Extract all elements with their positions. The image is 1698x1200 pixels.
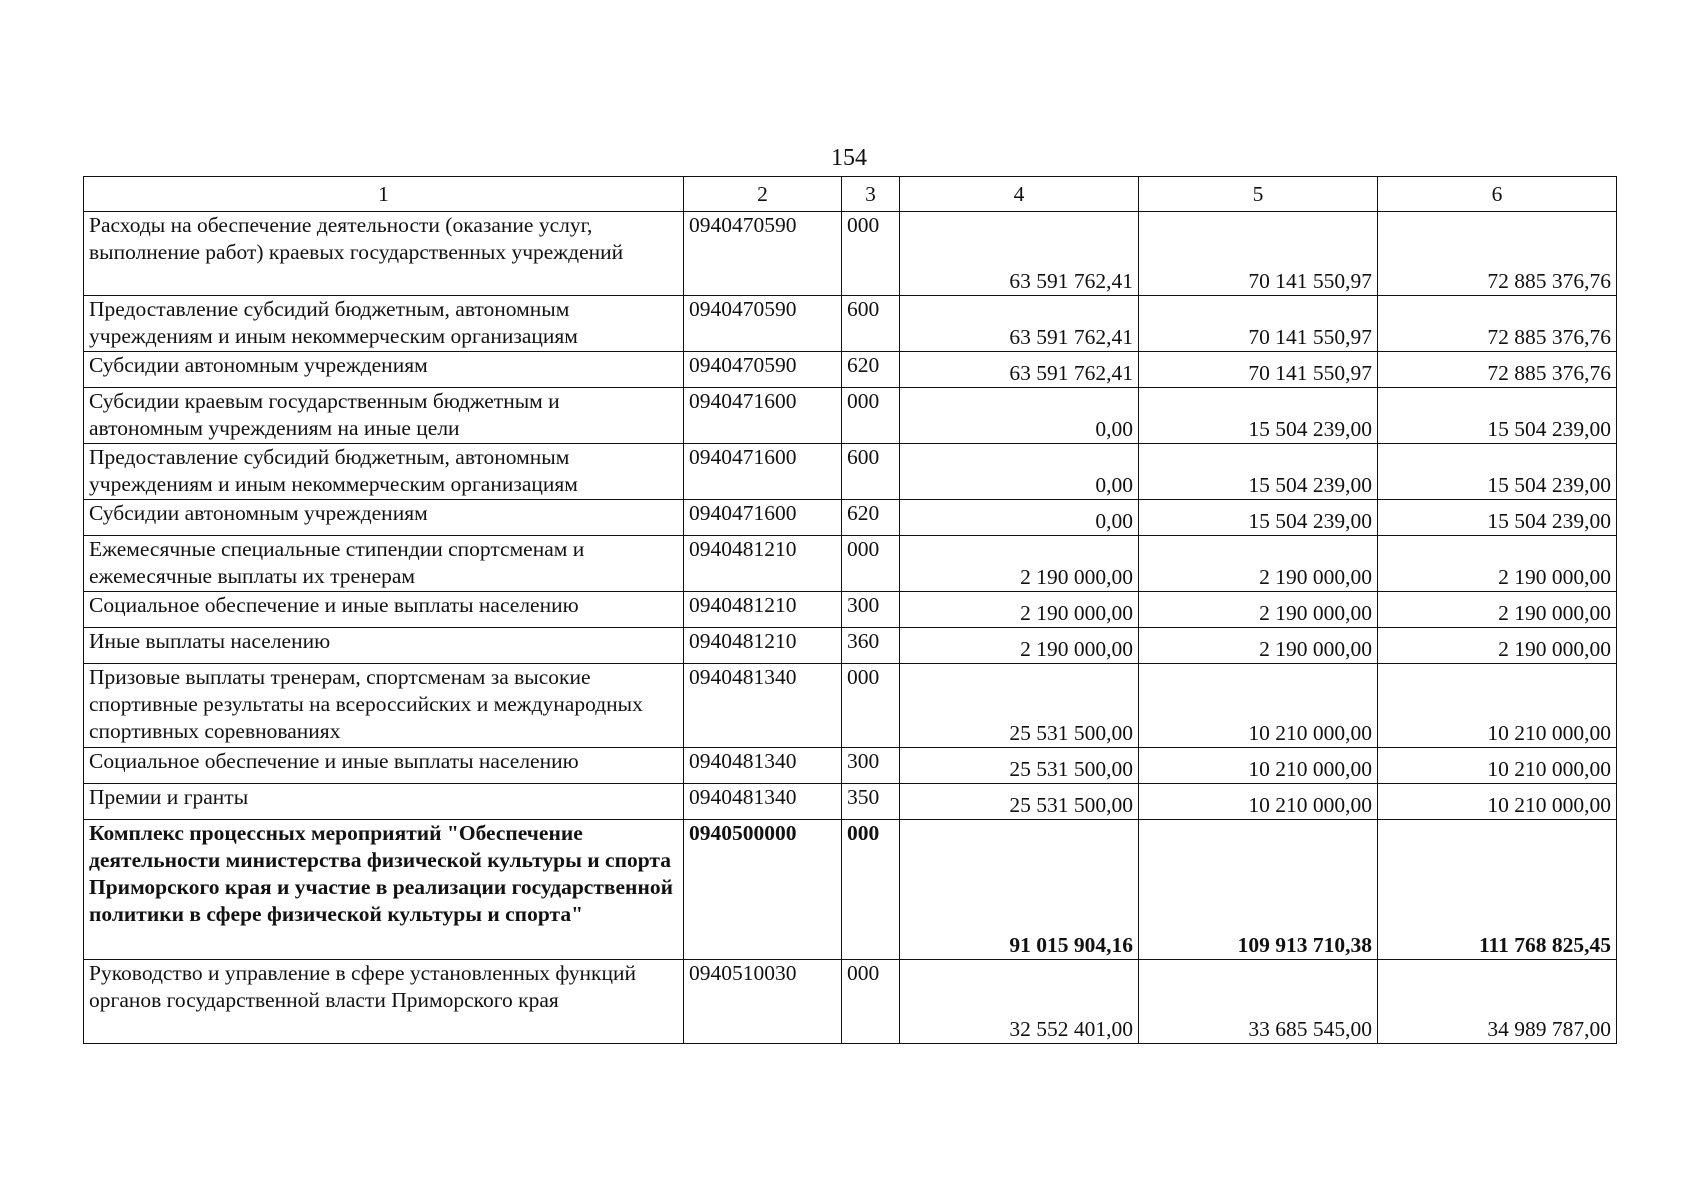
row-name: Социальное обеспечение и иные выплаты населению — [84, 748, 684, 784]
row-kind: 300 — [842, 748, 900, 784]
column-header-5: 5 — [1139, 177, 1378, 212]
row-name: Предоставление субсидий бюджетным, автономным учреждениям и иным некоммерческим организациям — [84, 444, 684, 500]
table-row-section-total — [84, 820, 1617, 960]
row-kind: 350 — [842, 784, 900, 820]
row-value-6: 10 210 000,00 — [1378, 664, 1617, 748]
row-kind: 000 — [842, 820, 900, 960]
row-name: Премии и гранты — [84, 784, 684, 820]
row-value-4: 63 591 762,41 — [900, 212, 1139, 296]
row-value-5: 10 210 000,00 — [1139, 664, 1378, 748]
row-value-4: 0,00 — [900, 444, 1139, 500]
table-row — [84, 628, 1617, 664]
row-code: 0940481210 — [684, 592, 842, 628]
row-code: 0940481340 — [684, 664, 842, 748]
row-value-4: 25 531 500,00 — [900, 664, 1139, 748]
budget-table — [83, 176, 1617, 1044]
row-name: Ежемесячные специальные стипендии спортсменам и ежемесячные выплаты их тренерам — [84, 536, 684, 592]
row-value-6: 72 885 376,76 — [1378, 212, 1617, 296]
table-row — [84, 664, 1617, 748]
row-code: 0940481210 — [684, 628, 842, 664]
row-value-5: 33 685 545,00 — [1139, 960, 1378, 1044]
table-row — [84, 748, 1617, 784]
row-value-6: 72 885 376,76 — [1378, 352, 1617, 388]
table-row — [84, 500, 1617, 536]
table-row — [84, 536, 1617, 592]
row-code: 0940481340 — [684, 784, 842, 820]
row-value-5: 70 141 550,97 — [1139, 352, 1378, 388]
row-value-4: 91 015 904,16 — [900, 820, 1139, 960]
column-header-1: 1 — [84, 177, 684, 212]
row-value-5: 2 190 000,00 — [1139, 536, 1378, 592]
row-value-5: 109 913 710,38 — [1139, 820, 1378, 960]
row-code: 0940510030 — [684, 960, 842, 1044]
column-header-2: 2 — [684, 177, 842, 212]
row-value-6: 10 210 000,00 — [1378, 748, 1617, 784]
row-kind: 600 — [842, 296, 900, 352]
row-code: 0940500000 — [684, 820, 842, 960]
row-code: 0940471600 — [684, 500, 842, 536]
row-value-4: 0,00 — [900, 388, 1139, 444]
row-kind: 000 — [842, 388, 900, 444]
row-kind: 360 — [842, 628, 900, 664]
table-row — [84, 352, 1617, 388]
row-value-4: 2 190 000,00 — [900, 592, 1139, 628]
column-header-3: 3 — [842, 177, 900, 212]
row-value-6: 34 989 787,00 — [1378, 960, 1617, 1044]
row-value-6: 111 768 825,45 — [1378, 820, 1617, 960]
row-code: 0940481210 — [684, 536, 842, 592]
row-value-5: 70 141 550,97 — [1139, 296, 1378, 352]
table-row — [84, 296, 1617, 352]
row-value-5: 15 504 239,00 — [1139, 444, 1378, 500]
table-row — [84, 212, 1617, 296]
page-number: 154 — [831, 145, 867, 171]
row-code: 0940470590 — [684, 212, 842, 296]
row-kind: 000 — [842, 536, 900, 592]
row-name: Субсидии автономным учреждениям — [84, 500, 684, 536]
row-value-4: 2 190 000,00 — [900, 536, 1139, 592]
row-value-5: 15 504 239,00 — [1139, 500, 1378, 536]
row-name: Социальное обеспечение и иные выплаты населению — [84, 592, 684, 628]
table-row — [84, 444, 1617, 500]
row-code: 0940481340 — [684, 748, 842, 784]
row-kind: 000 — [842, 960, 900, 1044]
row-value-6: 2 190 000,00 — [1378, 536, 1617, 592]
row-kind: 300 — [842, 592, 900, 628]
row-code: 0940471600 — [684, 444, 842, 500]
row-kind: 620 — [842, 500, 900, 536]
row-value-4: 63 591 762,41 — [900, 296, 1139, 352]
row-name: Расходы на обеспечение деятельности (оказание услуг, выполнение работ) краевых государственных учреждений — [84, 212, 684, 296]
row-value-6: 72 885 376,76 — [1378, 296, 1617, 352]
row-name: Призовые выплаты тренерам, спортсменам за высокие спортивные результаты на всероссийских и международных спортивных соревнованиях — [84, 664, 684, 748]
row-value-4: 32 552 401,00 — [900, 960, 1139, 1044]
row-value-5: 2 190 000,00 — [1139, 592, 1378, 628]
table-row — [84, 592, 1617, 628]
row-value-6: 2 190 000,00 — [1378, 592, 1617, 628]
row-value-4: 63 591 762,41 — [900, 352, 1139, 388]
row-code: 0940470590 — [684, 296, 842, 352]
row-value-6: 2 190 000,00 — [1378, 628, 1617, 664]
row-value-5: 2 190 000,00 — [1139, 628, 1378, 664]
row-kind: 600 — [842, 444, 900, 500]
header-row — [84, 177, 1617, 212]
row-name: Иные выплаты населению — [84, 628, 684, 664]
row-value-6: 10 210 000,00 — [1378, 784, 1617, 820]
row-name: Руководство и управление в сфере установленных функций органов государственной власти Приморского края — [84, 960, 684, 1044]
row-value-6: 15 504 239,00 — [1378, 388, 1617, 444]
row-value-5: 15 504 239,00 — [1139, 388, 1378, 444]
column-header-6: 6 — [1378, 177, 1617, 212]
row-name: Субсидии автономным учреждениям — [84, 352, 684, 388]
row-value-6: 15 504 239,00 — [1378, 500, 1617, 536]
row-code: 0940470590 — [684, 352, 842, 388]
row-code: 0940471600 — [684, 388, 842, 444]
table-row — [84, 388, 1617, 444]
row-value-5: 10 210 000,00 — [1139, 748, 1378, 784]
row-value-5: 70 141 550,97 — [1139, 212, 1378, 296]
row-value-4: 0,00 — [900, 500, 1139, 536]
table-row — [84, 784, 1617, 820]
row-value-4: 2 190 000,00 — [900, 628, 1139, 664]
table-row — [84, 960, 1617, 1044]
row-kind: 620 — [842, 352, 900, 388]
row-name: Комплекс процессных мероприятий "Обеспечение деятельности министерства физической культуры и спорта Приморского края и участие в реализации государственной политики в сфере физической культуры и спорта" — [84, 820, 684, 960]
row-kind: 000 — [842, 212, 900, 296]
row-value-5: 10 210 000,00 — [1139, 784, 1378, 820]
row-value-4: 25 531 500,00 — [900, 784, 1139, 820]
row-value-4: 25 531 500,00 — [900, 748, 1139, 784]
column-header-4: 4 — [900, 177, 1139, 212]
row-name: Субсидии краевым государственным бюджетным и автономным учреждениям на иные цели — [84, 388, 684, 444]
row-value-6: 15 504 239,00 — [1378, 444, 1617, 500]
row-kind: 000 — [842, 664, 900, 748]
row-name: Предоставление субсидий бюджетным, автономным учреждениям и иным некоммерческим организациям — [84, 296, 684, 352]
